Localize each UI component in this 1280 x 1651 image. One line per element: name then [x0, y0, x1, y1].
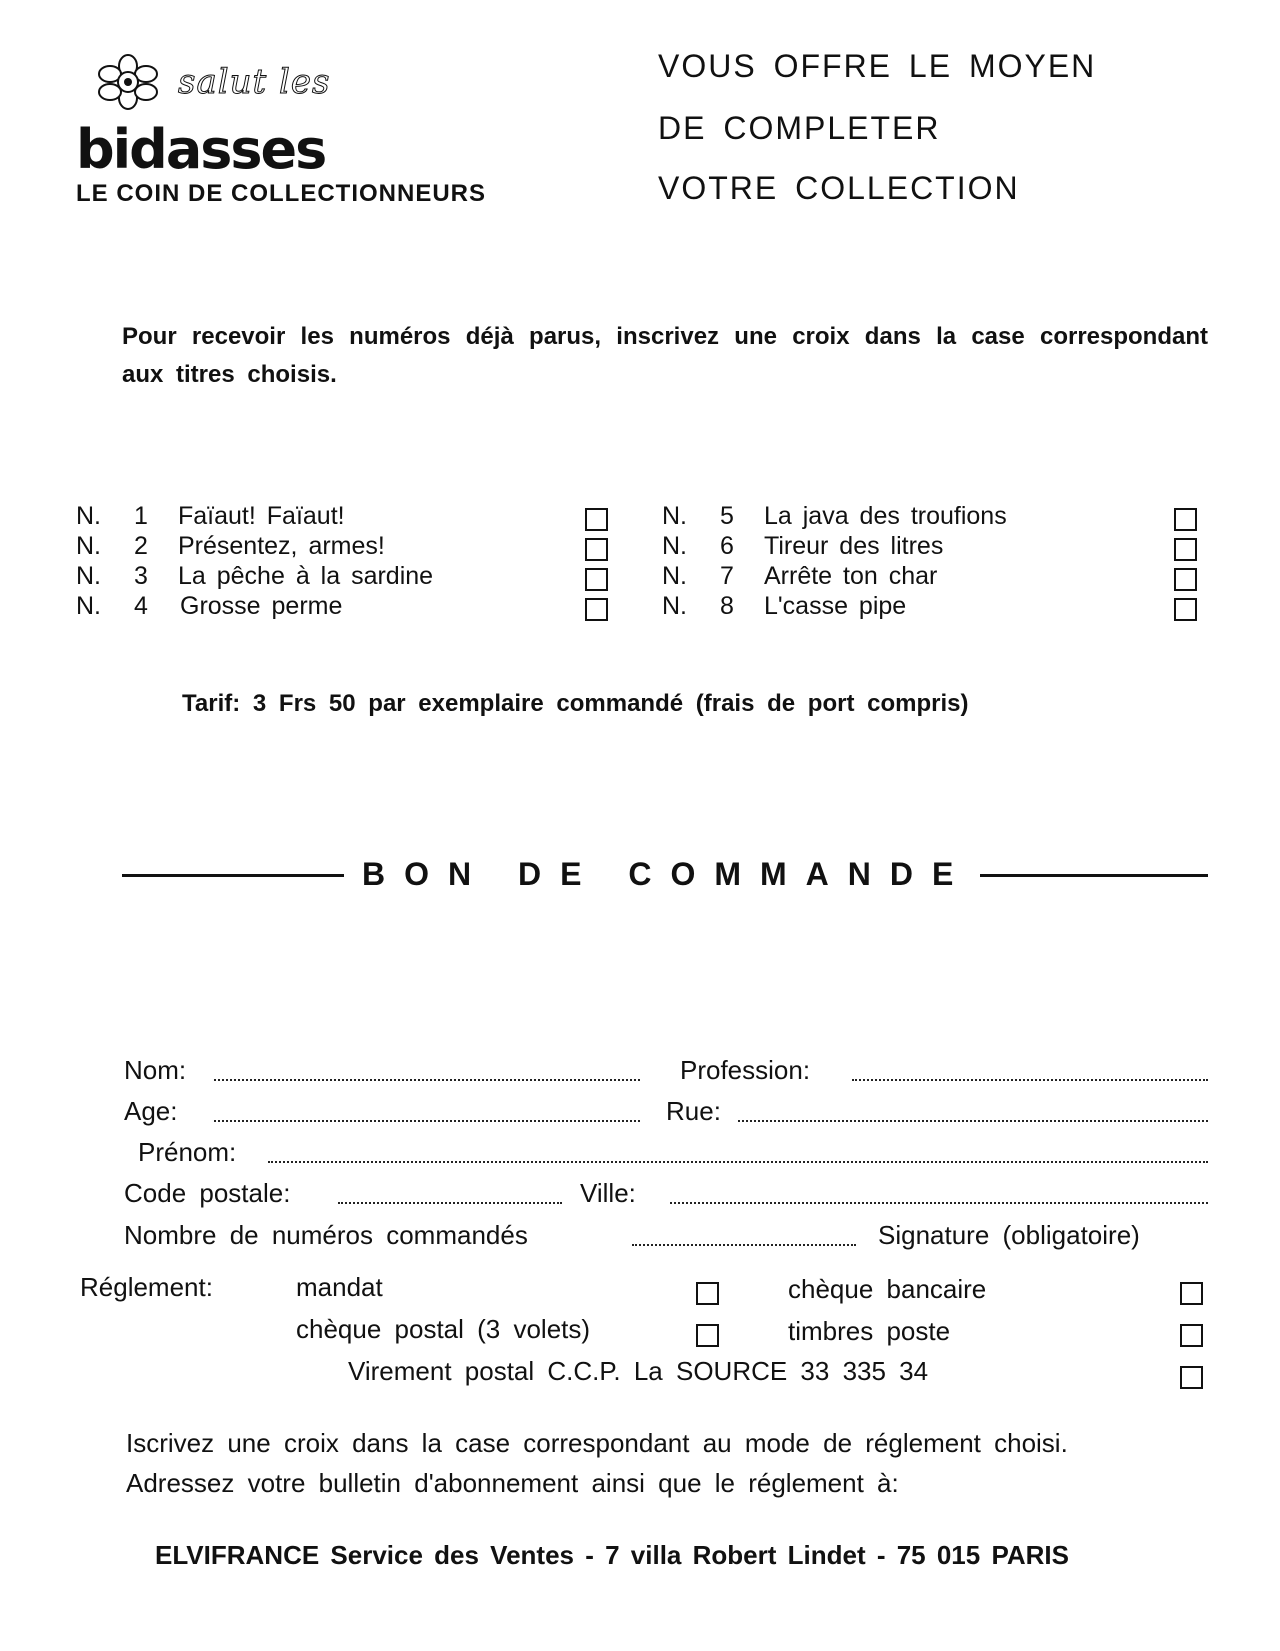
cheque-bancaire-label: chèque bancaire: [788, 1274, 987, 1304]
rue-field[interactable]: [738, 1120, 1208, 1122]
divider-left: [122, 874, 344, 877]
prenom-field[interactable]: [268, 1161, 1208, 1163]
issue-checkbox-5[interactable]: [1174, 508, 1197, 531]
issue-prefix: N.: [662, 502, 687, 530]
issue-prefix: N.: [662, 562, 687, 590]
issue-number: 4: [134, 592, 148, 620]
issue-number: 2: [134, 532, 148, 560]
issue-title: L'casse pipe: [764, 592, 907, 620]
cheque-postal-checkbox[interactable]: [696, 1324, 719, 1347]
issue-number: 1: [134, 502, 148, 530]
reglement-label: Réglement:: [80, 1272, 213, 1302]
issue-prefix: N.: [76, 592, 101, 620]
cheque-postal-label: chèque postal (3 volets): [296, 1314, 591, 1344]
age-field[interactable]: [214, 1120, 640, 1122]
issue-title: Arrête ton char: [764, 562, 938, 590]
intro-text: Pour recevoir les numéros déjà parus, inscrivez une croix dans la case correspondant aux titres choisis.: [122, 323, 1208, 388]
issue-number: 5: [720, 502, 734, 530]
issue-prefix: N.: [76, 562, 101, 590]
issue-number: 3: [134, 562, 148, 590]
virement-label: Virement postal C.C.P. La SOURCE 33 335 34: [348, 1356, 929, 1386]
issue-prefix: N.: [662, 532, 687, 560]
logo-main-text: bidasses: [76, 118, 326, 181]
issue-checkbox-2[interactable]: [585, 538, 608, 561]
issue-prefix: N.: [76, 532, 101, 560]
mailing-address: ELVIFRANCE Service des Ventes - 7 villa Robert Lindet - 75 015 PARIS: [155, 1540, 1069, 1570]
age-label: Age:: [124, 1096, 178, 1126]
flower-icon: [88, 52, 168, 112]
timbres-label: timbres poste: [788, 1316, 951, 1346]
issue-checkbox-8[interactable]: [1174, 598, 1197, 621]
nom-label: Nom:: [124, 1055, 187, 1085]
issue-prefix: N.: [76, 502, 101, 530]
logo: [88, 52, 348, 122]
issue-checkbox-4[interactable]: [585, 598, 608, 621]
mandat-checkbox[interactable]: [696, 1282, 719, 1305]
code-postale-label: Code postale:: [124, 1178, 291, 1208]
issue-title: La java des troufions: [764, 502, 1007, 530]
instruction-line-2: Adressez votre bulletin d'abonnement ainsi que le réglement à:: [126, 1468, 899, 1498]
signature-label: Signature (obligatoire): [878, 1220, 1140, 1250]
offer-line-1: VOUS OFFRE LE MOYEN: [658, 48, 1097, 84]
issue-title: La pêche à la sardine: [178, 562, 434, 590]
logo-script-text: salut les: [178, 62, 331, 102]
profession-label: Profession:: [680, 1055, 811, 1085]
prenom-label: Prénom:: [138, 1137, 237, 1167]
instruction-line-1: Iscrivez une croix dans la case correspondant au mode de réglement choisi.: [126, 1428, 1068, 1458]
offer-line-3: VOTRE COLLECTION: [658, 170, 1020, 206]
rue-label: Rue:: [666, 1096, 721, 1126]
logo-subtitle: LE COIN DE COLLECTIONNEURS: [76, 180, 487, 207]
divider-right: [980, 874, 1208, 877]
nombre-field[interactable]: [632, 1244, 856, 1246]
nombre-label: Nombre de numéros commandés: [124, 1220, 528, 1250]
profession-field[interactable]: [852, 1079, 1208, 1081]
offer-line-2: DE COMPLETER: [658, 110, 941, 146]
issue-title: Tireur des litres: [764, 532, 944, 560]
timbres-checkbox[interactable]: [1180, 1324, 1203, 1347]
issue-number: 6: [720, 532, 734, 560]
virement-checkbox[interactable]: [1180, 1366, 1203, 1389]
code-postale-field[interactable]: [338, 1202, 562, 1204]
mandat-label: mandat: [296, 1272, 383, 1302]
issue-checkbox-7[interactable]: [1174, 568, 1197, 591]
issue-checkbox-6[interactable]: [1174, 538, 1197, 561]
issue-prefix: N.: [662, 592, 687, 620]
cheque-bancaire-checkbox[interactable]: [1180, 1282, 1203, 1305]
issue-number: 7: [720, 562, 734, 590]
issue-checkbox-3[interactable]: [585, 568, 608, 591]
issue-title: Présentez, armes!: [178, 532, 385, 560]
issue-number: 8: [720, 592, 734, 620]
order-form-title: BON DE COMMANDE: [362, 856, 973, 892]
ville-label: Ville:: [580, 1178, 636, 1208]
tarif-text: Tarif: 3 Frs 50 par exemplaire commandé (frais de port compris): [182, 690, 969, 717]
issue-title: Grosse perme: [180, 592, 343, 620]
nom-field[interactable]: [214, 1079, 640, 1081]
issue-checkbox-1[interactable]: [585, 508, 608, 531]
ville-field[interactable]: [670, 1202, 1208, 1204]
issue-title: Faïaut! Faïaut!: [178, 502, 345, 530]
